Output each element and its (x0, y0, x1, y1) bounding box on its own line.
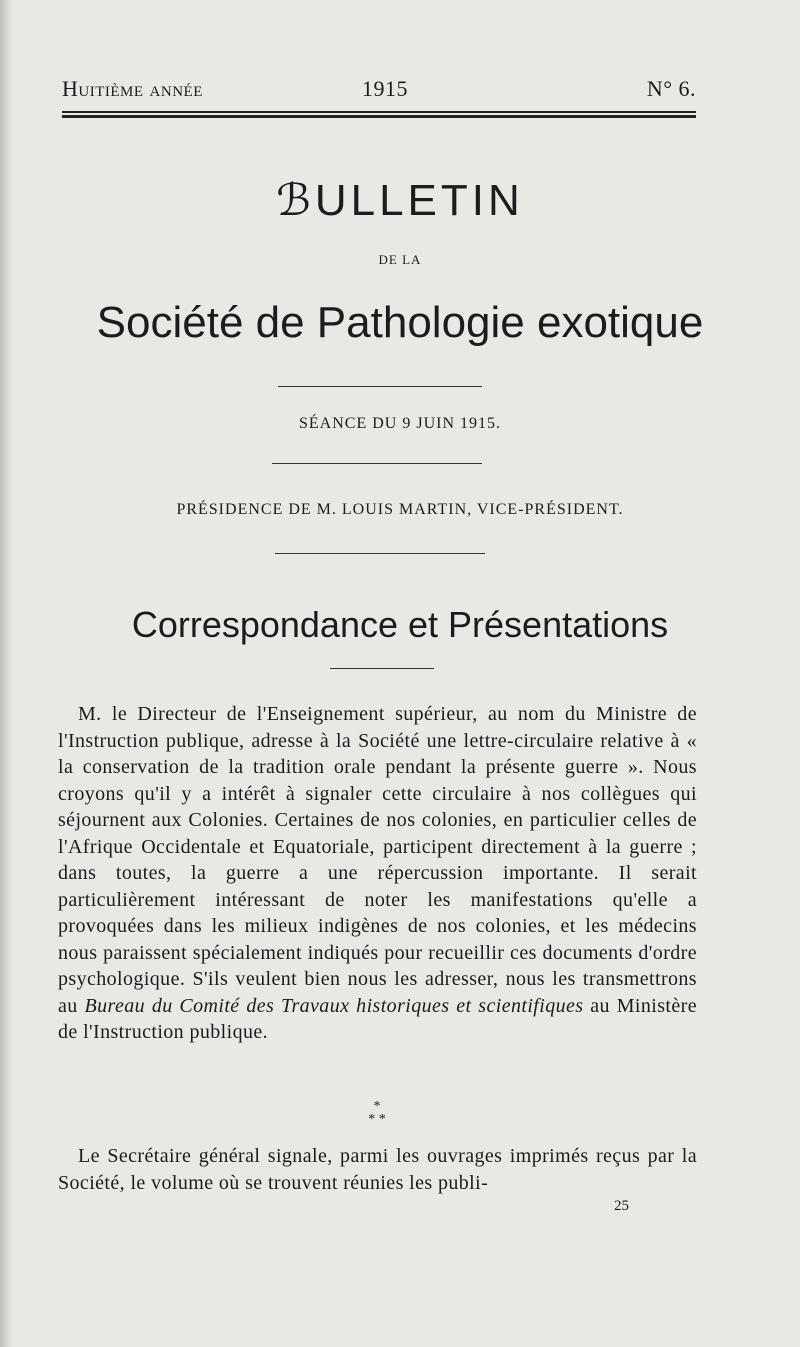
asterism-separator (352, 1100, 402, 1126)
body-paragraph (58, 701, 697, 1046)
divider-rule (278, 386, 482, 387)
title-connector: DE LA (378, 252, 422, 267)
society-name: Société de Pathologie exotique (96, 298, 704, 347)
bulletin-title: ℬULLETIN (276, 176, 524, 225)
session-date: SÉANCE DU 9 JUIN 1915. (299, 415, 501, 432)
section-title: Correspondance et Présentations (131, 604, 669, 645)
divider-rule (330, 668, 434, 669)
paragraph-text: M. le Directeur de l'Enseignement supérieur, au nom du Ministre de l'Instruction publique, adresse à la Société une lettre-circulaire relative à « la conservation de la tradition orale pendant la présente guerre ». Nous croyons qu'il y a intérêt à signaler cette circulaire à nos collègues qui séjournent aux Colonies. Certaines de nos colonies, en particulier celles de l'Afrique Occidentale et Equatoriale, participent directement à la guerre ; dans toutes, la guerre a une répercussion importante. Il serait particulièrement intéressant de noter les manifestations qu'elle a provoquées dans les milieux indigènes de nos colonies, et les médecins nous paraissent spécialement indiqués pour recueillir ces documents d'ordre psychologique. S'ils veulent bien nous les adresser, nous les transmettrons au (58, 703, 697, 1017)
header-double-rule (62, 111, 696, 118)
divider-rule (275, 553, 485, 554)
paragraph-text-tail: au Ministère de l'Instruction publique. (58, 994, 697, 1043)
running-head (62, 76, 696, 106)
header-issue-number: N° 6. (646, 76, 696, 101)
asterism-top: * (373, 1099, 381, 1114)
paragraph-italic-reference: Bureau du Comité des Travaux historiques et scientifiques (84, 994, 584, 1017)
header-year: 1915 (362, 76, 408, 101)
header-year-label: Huitième année (62, 76, 203, 101)
body-paragraph: Le Secrétaire général signale, parmi les ouvrages imprimés reçus par la Société, le volume où se trouvent réunies les publi- (58, 1145, 697, 1194)
divider-rule (272, 463, 482, 464)
asterism-bottom: * * (368, 1112, 386, 1127)
page-number: 25 (614, 1198, 629, 1214)
session-presidency: PRÉSIDENCE DE M. LOUIS MARTIN, VICE-PRÉSIDENT. (176, 501, 624, 518)
